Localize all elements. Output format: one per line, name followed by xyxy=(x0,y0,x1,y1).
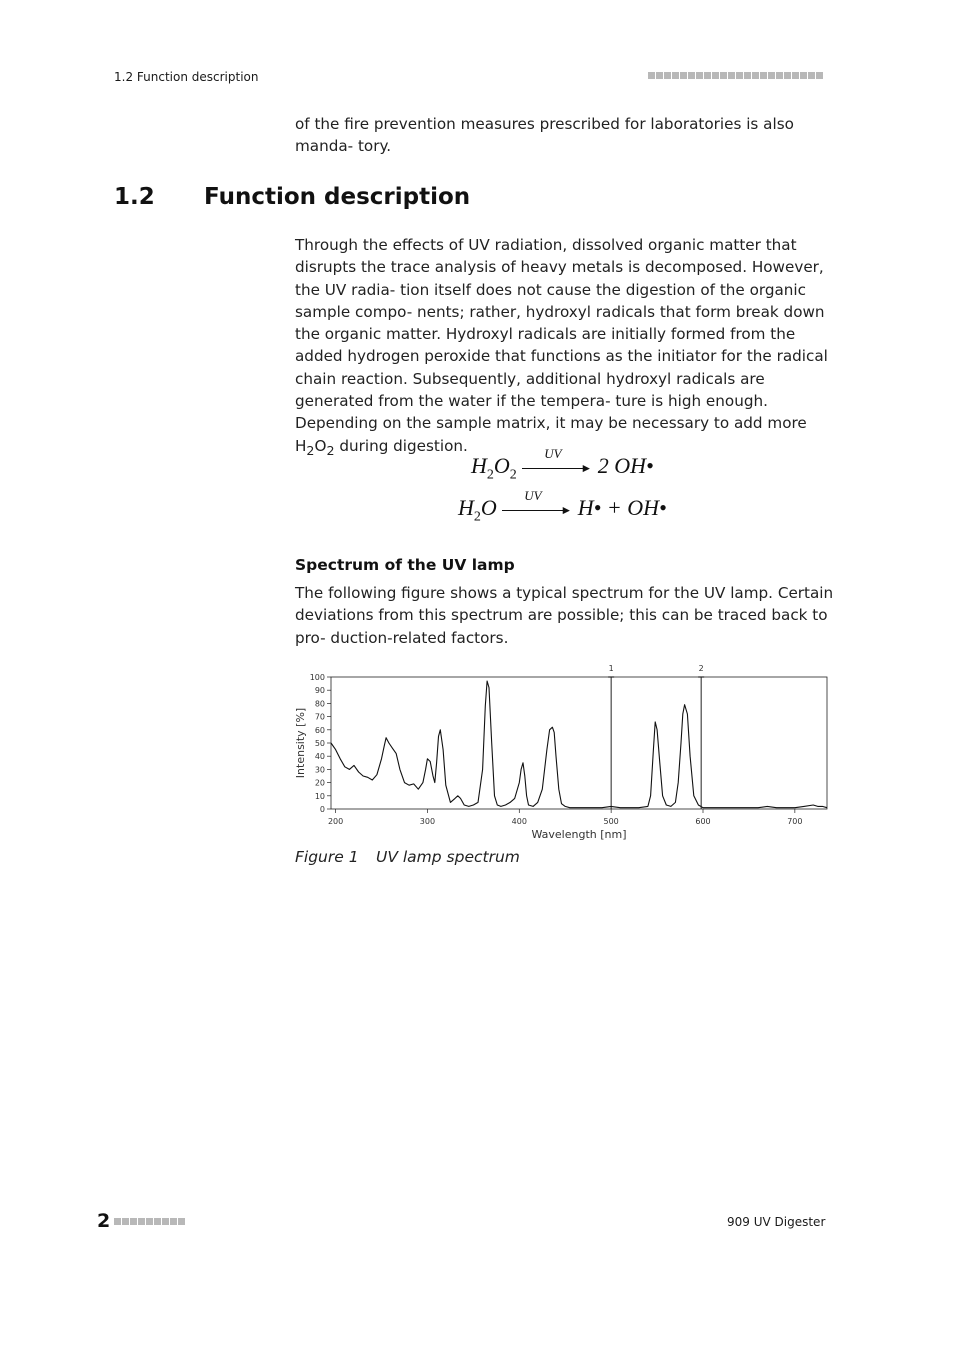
equation-water: $H_2O$ UV ► H• + OH• xyxy=(458,487,667,525)
plot-frame xyxy=(331,677,827,809)
function-paragraph-tail: to add more $H_2O_2$ during digestion. xyxy=(295,414,807,458)
y-tick-label: 60 xyxy=(314,725,325,735)
y-tick-label: 50 xyxy=(314,739,325,748)
y-tick-label: 70 xyxy=(314,712,325,722)
decoration-square xyxy=(816,72,823,79)
x-tick-label: 700 xyxy=(787,817,803,826)
marker-label: 1 xyxy=(608,664,614,673)
figure-caption-text: UV lamp spectrum xyxy=(376,848,520,866)
decoration-square xyxy=(808,72,815,79)
decoration-square xyxy=(178,1218,185,1225)
x-tick-label: 500 xyxy=(603,817,619,826)
intro-paragraph: of the fire prevention measures prescribed for laboratories is also manda- tory. xyxy=(295,115,794,156)
function-paragraph-text: Through the effects of UV radiation, dissolved organic matter that disrupts the trace analysis of heavy metals is decomposed. However, the UV radia- tion itself does not cause the digestion of the organic sample compo- nents; rather, hydroxyl radicals that form break down the organic matter. Hydroxyl radicals are initially formed from the added hydrogen peroxide that functions as the initiator for the radical chain reaction. Subsequently, additional hydroxyl radicals are generated from the water if the tempera- ture is high enough. Depending on the sample matrix, it may be necessary xyxy=(295,236,828,433)
decoration-square xyxy=(792,72,799,79)
decoration-square xyxy=(800,72,807,79)
decoration-square xyxy=(656,72,663,79)
section-number: 1.2 xyxy=(114,184,155,210)
uv-spectrum-chart xyxy=(290,660,835,845)
decoration-square xyxy=(728,72,735,79)
y-tick-label: 20 xyxy=(314,778,325,788)
marker-label: 2 xyxy=(698,664,704,673)
decoration-square xyxy=(114,1218,121,1225)
equation-hydrogen-peroxide: $H_2O_2$ UV ► 2 OH• xyxy=(471,445,654,483)
decoration-square xyxy=(130,1218,137,1225)
decoration-square xyxy=(688,72,695,79)
decoration-square xyxy=(122,1218,129,1225)
section-title: Function description xyxy=(204,184,471,210)
spectrum-series-line xyxy=(331,681,827,808)
y-tick-label: 90 xyxy=(314,686,325,696)
figure-number: Figure 1 xyxy=(295,848,359,866)
x-axis-label: Wavelength [nm] xyxy=(531,828,627,841)
decoration-square xyxy=(712,72,719,79)
y-tick-label: 10 xyxy=(314,791,325,801)
subsection-heading: Spectrum of the UV lamp xyxy=(295,556,515,574)
decoration-square xyxy=(776,72,783,79)
y-tick-label: 0 xyxy=(319,805,325,814)
x-tick-label: 600 xyxy=(695,817,711,826)
decoration-square xyxy=(760,72,767,79)
y-tick-label: 30 xyxy=(314,765,325,775)
decoration-square xyxy=(736,72,743,79)
decoration-square xyxy=(170,1218,177,1225)
decoration-square xyxy=(752,72,759,79)
decoration-square xyxy=(704,72,711,79)
x-tick-label: 400 xyxy=(511,817,527,826)
reaction-arrow: UV ► xyxy=(522,458,592,478)
footer-decoration xyxy=(114,1218,185,1225)
spectrum-paragraph: The following figure shows a typical spectrum for the UV lamp. Certain deviations from this spectrum are possible; this can be traced back to pro- duction-related factors. xyxy=(295,584,834,647)
header-decoration xyxy=(648,72,823,79)
running-header-section: 1.2 Function description xyxy=(114,70,259,84)
decoration-square xyxy=(680,72,687,79)
decoration-square xyxy=(648,72,655,79)
x-tick-label: 300 xyxy=(419,817,436,826)
decoration-square xyxy=(146,1218,153,1225)
page-number: 2 xyxy=(97,1210,111,1232)
decoration-square xyxy=(784,72,791,79)
decoration-square xyxy=(672,72,679,79)
reaction-arrow: UV ► xyxy=(502,500,572,520)
y-tick-label: 40 xyxy=(314,752,325,762)
x-tick-label: 200 xyxy=(327,817,344,826)
decoration-square xyxy=(720,72,727,79)
section-heading xyxy=(114,184,470,210)
decoration-square xyxy=(768,72,775,79)
decoration-square xyxy=(154,1218,161,1225)
footer-product-name: 909 UV Digester xyxy=(727,1215,826,1229)
y-axis-label: Intensity [%] xyxy=(294,707,307,779)
decoration-square xyxy=(664,72,671,79)
y-tick-label: 80 xyxy=(314,699,325,709)
figure-caption xyxy=(295,848,520,866)
function-paragraph xyxy=(295,234,835,462)
decoration-square xyxy=(696,72,703,79)
decoration-square xyxy=(138,1218,145,1225)
y-tick-label: 100 xyxy=(309,673,325,682)
decoration-square xyxy=(162,1218,169,1225)
decoration-square xyxy=(744,72,751,79)
